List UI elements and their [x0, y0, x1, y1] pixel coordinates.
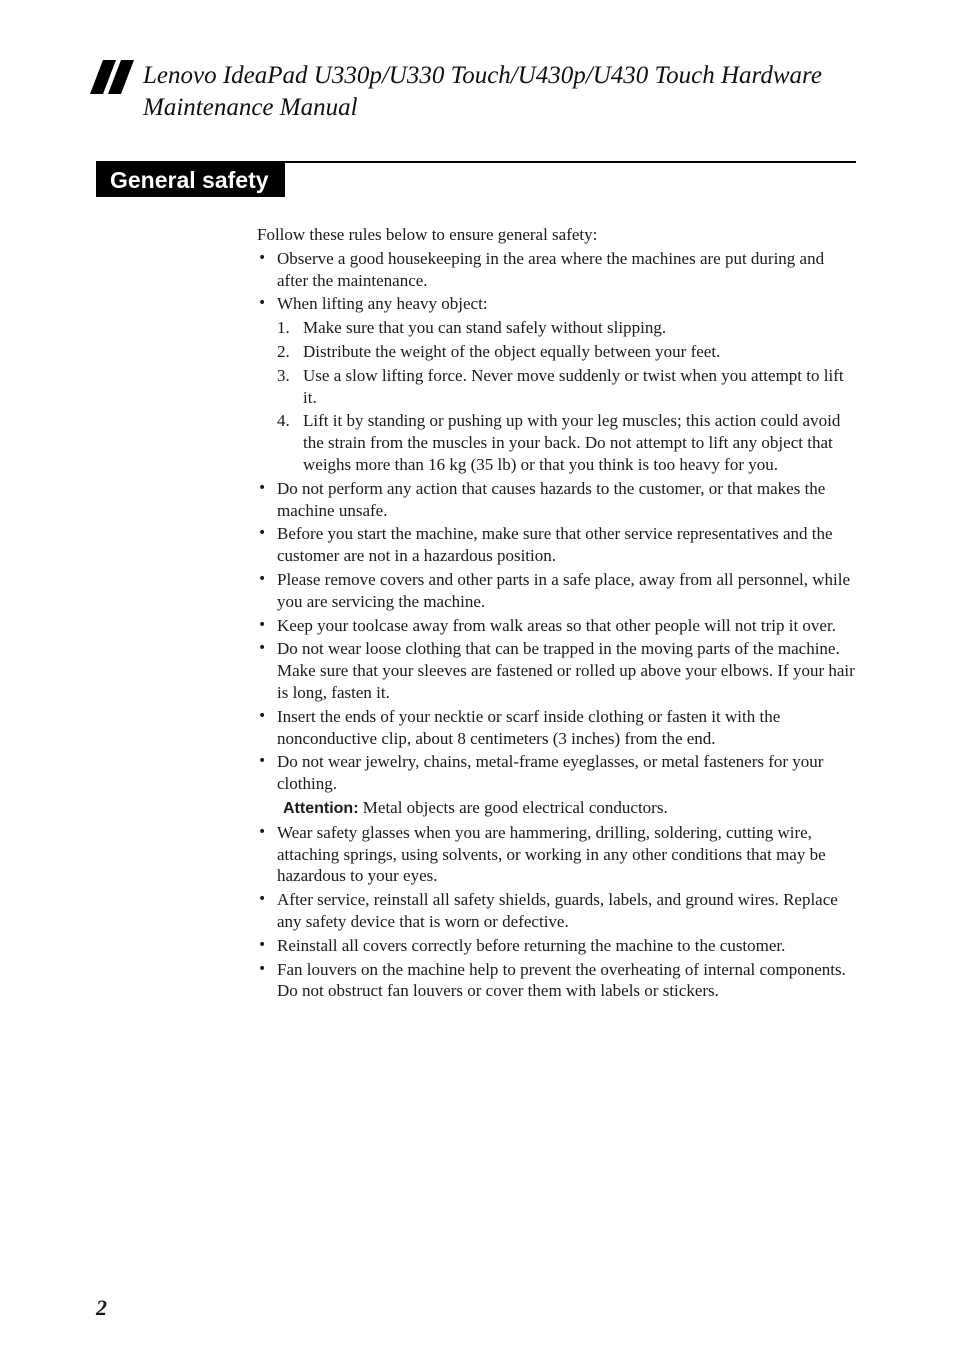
list-item: • Do not wear loose clothing that can be trapped in the moving parts of the machine. Make sure that your sleeves are fastened or rolled up above your elbows. If your hair is long, fasten it.: [257, 638, 857, 703]
list-item: • Fan louvers on the machine help to prevent the overheating of internal components. Do not obstruct fan louvers or cover them with labels or stickers.: [257, 959, 857, 1003]
list-item: • Please remove covers and other parts in a safe place, away from all personnel, while you are servicing the machine.: [257, 569, 857, 613]
list-item: • Keep your toolcase away from walk areas so that other people will not trip it over.: [257, 615, 857, 637]
section-heading: General safety: [96, 163, 285, 197]
step-item: [257, 365, 857, 409]
step-text: Lift it by standing or pushing up with your leg muscles; this action could avoid the strain from the muscles in your back. Do not attempt to lift any object that weighs more than 16 kg (35 lb) or that you think is too heavy for you.: [303, 411, 841, 474]
lifting-steps-list: [257, 317, 857, 476]
step-number: 4.: [277, 411, 290, 431]
manual-title: [143, 60, 903, 124]
step-number: 2.: [277, 341, 290, 361]
safety-content: [257, 224, 857, 1004]
manual-title-line-2: Maintenance Manual: [143, 94, 358, 121]
step-number: 3.: [277, 365, 290, 385]
attention-note: [257, 797, 857, 820]
double-slash-icon: [90, 60, 134, 94]
list-item: • Before you start the machine, make sure that other service representatives and the customer are not in a hazardous position.: [257, 523, 857, 567]
list-item: • Observe a good housekeeping in the area where the machines are put during and after the maintenance.: [257, 248, 857, 292]
list-item: [257, 293, 857, 475]
safety-rules-list: [257, 248, 857, 795]
attention-label: Attention:: [283, 799, 359, 817]
step-text: Distribute the weight of the object equally between your feet.: [303, 341, 721, 361]
intro-text: Follow these rules below to ensure general safety:: [257, 225, 598, 244]
list-item: • Reinstall all covers correctly before returning the machine to the customer.: [257, 935, 857, 957]
list-item: • After service, reinstall all safety shields, guards, labels, and ground wires. Replace any safety device that is worn or defective.: [257, 889, 857, 933]
list-item: • Insert the ends of your necktie or scarf inside clothing or fasten it with the nonconductive clip, about 8 centimeters (3 inches) from the end.: [257, 706, 857, 750]
step-item: [257, 341, 857, 363]
safety-rules-list-continued: [257, 822, 857, 1002]
step-item: [257, 317, 857, 339]
list-item: • Wear safety glasses when you are hammering, drilling, soldering, cutting wire, attaching springs, using solvents, or working in any other conditions that may be hazardous to your eyes.: [257, 822, 857, 887]
list-item: • Do not wear jewelry, chains, metal-frame eyeglasses, or metal fasteners for your clothing.: [257, 751, 857, 795]
attention-text: Metal objects are good electrical conductors.: [358, 797, 668, 817]
step-text: Make sure that you can stand safely without slipping.: [303, 318, 667, 338]
page-number: 2: [96, 1295, 107, 1320]
step-text: Use a slow lifting force. Never move suddenly or twist when you attempt to lift it.: [303, 365, 844, 407]
step-number: 1.: [277, 318, 290, 338]
step-item: [257, 410, 857, 475]
list-item: • Do not perform any action that causes hazards to the customer, or that makes the machine unsafe.: [257, 478, 857, 522]
manual-title-line-1: Lenovo IdeaPad U330p/U330 Touch/U430p/U430 Touch Hardware: [143, 62, 822, 89]
list-item-text: When lifting any heavy object:: [277, 294, 488, 314]
